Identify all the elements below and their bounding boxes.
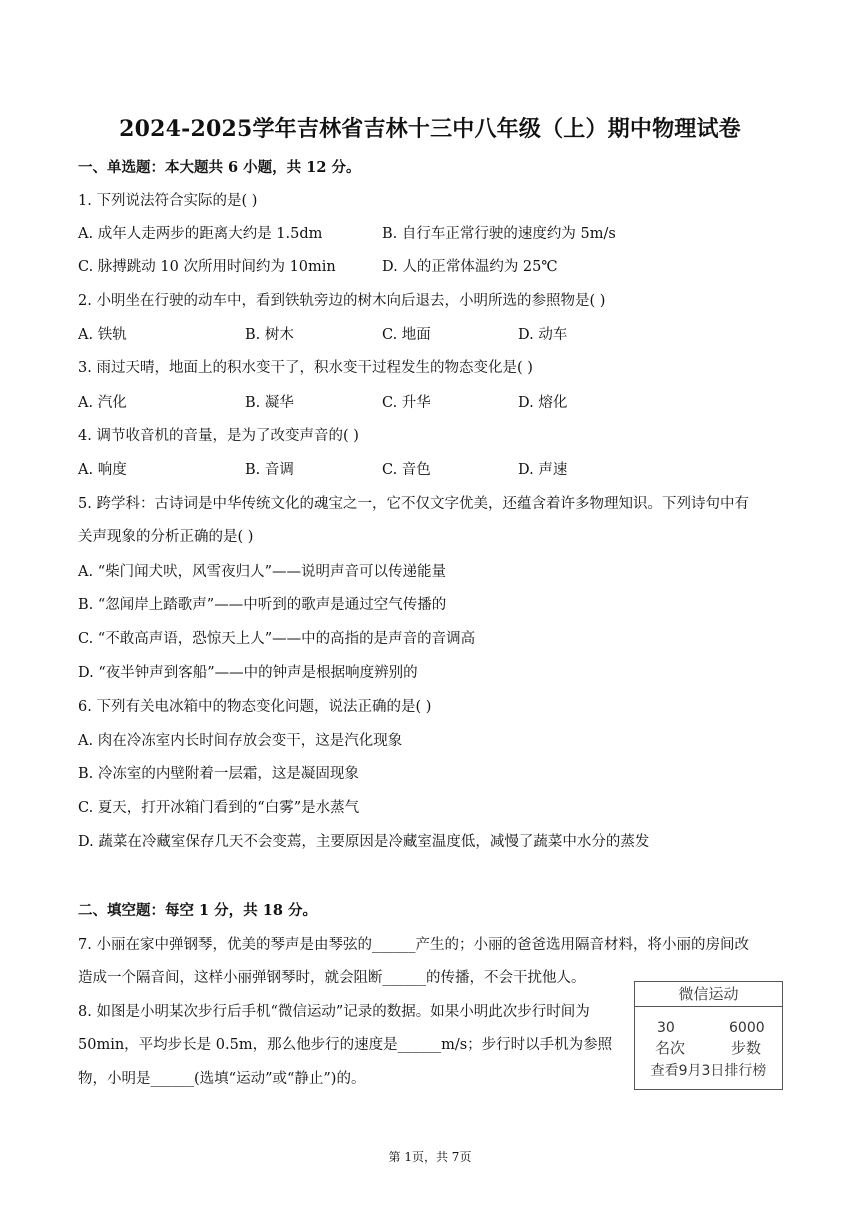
question-4-option-c: C. 音色: [382, 462, 431, 478]
question-7-line-2: 造成一个隔音间，这样小丽弹钢琴时，就会阻断______的传播，不会干扰他人。: [78, 970, 586, 986]
question-6-option-a: A. 肉在冷冻室内长时间存放会变干，这是汽化现象: [78, 733, 403, 749]
question-5-stem-line-1: 5. 跨学科：古诗词是中华传统文化的魂宝之一，它不仅文字优美，还蕴含着许多物理知识。下列诗句中有: [78, 496, 749, 512]
question-7-line-1: 7. 小丽在家中弹钢琴，优美的琴声是由琴弦的______产生的；小丽的爸爸选用隔音材料，将小丽的房间改: [78, 937, 749, 953]
question-5-option-c: C. “不敢高声语，恐惊天上人”——中的高指的是声音的音调高: [78, 631, 476, 647]
question-3-option-d: D. 熔化: [518, 395, 568, 411]
rank-value: 30: [657, 1020, 675, 1036]
question-3-option-b: B. 凝华: [245, 395, 294, 411]
question-6-option-d: D. 蔬菜在冷藏室保存几天不会变蔫，主要原因是冷藏室温度低，减慢了蔬菜中水分的蒸发: [78, 834, 650, 850]
question-6-option-c: C. 夏天，打开冰箱门看到的“白雾”是水蒸气: [78, 800, 360, 816]
question-6-option-b: B. 冷冻室的内壁附着一层霜，这是凝固现象: [78, 766, 359, 782]
question-2-stem: 2. 小明坐在行驶的动车中，看到铁轨旁边的树木向后退去，小明所选的参照物是( ): [78, 293, 606, 309]
page-title: 2024-2025学年吉林省吉林十三中八年级（上）期中物理试卷: [119, 116, 741, 142]
question-1-option-d: D. 人的正常体温约为 25℃: [382, 259, 558, 275]
section-heading-single-choice: 一、单选题：本大题共 6 小题，共 12 分。: [78, 159, 361, 176]
question-6-stem: 6. 下列有关电冰箱中的物态变化问题，说法正确的是( ): [78, 699, 432, 715]
question-4-stem: 4. 调节收音机的音量，是为了改变声音的( ): [78, 428, 359, 444]
question-5-option-d: D. “夜半钟声到客船”——中的钟声是根据响度辨别的: [78, 665, 418, 681]
page-footer: 第 1页，共 7页: [388, 1150, 472, 1164]
wechat-sport-figure: [634, 981, 783, 1090]
question-1-option-a: A. 成年人走两步的距离大约是 1.5dm: [78, 226, 323, 242]
question-8-line-1: 8. 如图是小明某次步行后手机“微信运动”记录的数据。如果小明此次步行时间为: [78, 1004, 590, 1020]
question-3-option-c: C. 升华: [382, 395, 431, 411]
question-5-option-a: A. “柴门闻犬吠，风雪夜归人”——说明声音可以传递能量: [78, 564, 447, 580]
question-3-option-a: A. 汽化: [78, 395, 127, 411]
question-4-option-b: B. 音调: [245, 462, 294, 478]
steps-label: 步数: [731, 1039, 762, 1057]
steps-value: 6000: [729, 1020, 765, 1036]
question-4-option-d: D. 声速: [518, 462, 568, 478]
question-1-stem: 1. 下列说法符合实际的是( ): [78, 193, 258, 209]
rank-label: 名次: [655, 1039, 686, 1057]
question-2-option-a: A. 铁轨: [78, 327, 127, 343]
question-1-option-b: B. 自行车正常行驶的速度约为 5m/s: [382, 226, 616, 242]
wechat-sport-title: 微信运动: [635, 982, 782, 1007]
question-2-option-d: D. 动车: [518, 327, 568, 343]
question-2-option-c: C. 地面: [382, 327, 431, 343]
question-5-stem-line-2: 关声现象的分析正确的是( ): [78, 529, 254, 545]
question-2-option-b: B. 树木: [245, 327, 294, 343]
question-8-line-2: 50min，平均步长是 0.5m，那么他步行的速度是______m/s；步行时以手机为参照: [78, 1037, 613, 1053]
leaderboard-link: 查看9月3日排行榜: [650, 1063, 767, 1079]
question-5-option-b: B. “忽闻岸上踏歌声”——中听到的歌声是通过空气传播的: [78, 597, 447, 613]
question-1-option-c: C. 脉搏跳动 10 次所用时间约为 10min: [78, 259, 336, 275]
question-4-option-a: A. 响度: [78, 462, 127, 478]
question-8-line-3: 物，小明是______(选填“运动”或“静止”)的。: [78, 1071, 366, 1087]
section-heading-fill-blank: 二、填空题：每空 1 分，共 18 分。: [78, 902, 317, 919]
question-3-stem: 3. 雨过天晴，地面上的积水变干了，积水变干过程发生的物态变化是( ): [78, 360, 533, 376]
